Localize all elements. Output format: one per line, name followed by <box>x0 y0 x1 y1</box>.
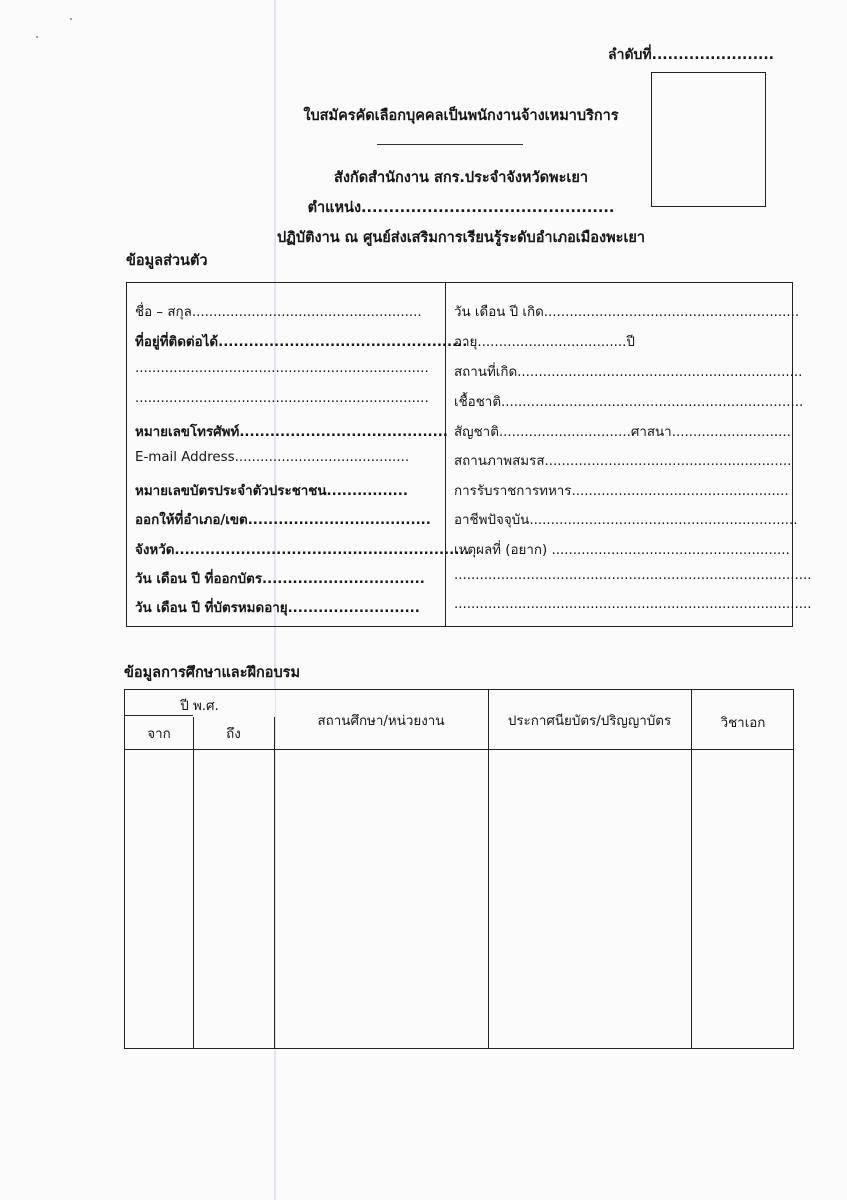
field-occupation[interactable]: อาชีพปัจจุบัน............................................................... <box>454 513 798 528</box>
field-ethnicity[interactable]: เชื้อชาติ....................................................................... <box>454 395 804 410</box>
field-address-line2[interactable]: ..................................................................... <box>135 361 429 376</box>
cell-institution[interactable] <box>276 751 487 1048</box>
col-header-year: ปี พ.ศ. <box>180 699 219 714</box>
cell-major[interactable] <box>693 751 793 1048</box>
field-id-card[interactable]: หมายเลขบัตรประจำตัวประชาชน................ <box>135 484 408 499</box>
field-birth-date[interactable]: วัน เดือน ปี เกิด............................................................ <box>454 305 800 320</box>
field-military-service[interactable]: การรับราชการทหาร................................................... <box>454 484 789 499</box>
field-province[interactable]: จังหวัด.......................................................... <box>135 543 470 558</box>
field-age[interactable]: อายุ...................................ปี <box>454 335 635 350</box>
field-address[interactable]: ที่อยู่ที่ติดต่อได้................................................. <box>135 335 468 350</box>
cell-from[interactable] <box>125 751 193 1048</box>
field-email[interactable]: E-mail Address......................................... <box>135 450 410 465</box>
affiliation-line: สังกัดสำนักงาน สกร.ประจำจังหวัดพะเยา <box>334 170 588 186</box>
field-issue-district[interactable]: ออกให้ที่อำเภอ/เขต.................................... <box>135 513 431 528</box>
education-table <box>124 689 794 1049</box>
cell-to[interactable] <box>195 751 273 1048</box>
field-marital-status[interactable]: สถานภาพสมรส.......................................................... <box>454 454 792 469</box>
field-expiry-date[interactable]: วัน เดือน ปี ที่บัตรหมดอายุ.......................... <box>135 601 420 616</box>
form-title: ใบสมัครคัดเลือกบุคคลเป็นพนักงานจ้างเหมาบริการ <box>303 108 619 124</box>
table-col-divider <box>691 690 692 1048</box>
field-phone[interactable]: หมายเลขโทรศัพท์......................................... <box>135 425 448 440</box>
col-header-major: วิชาเอก <box>720 716 766 731</box>
col-header-certificate: ประกาศนียบัตร/ปริญญาบัตร <box>507 714 672 729</box>
field-issue-date[interactable]: วัน เดือน ปี ที่ออกบัตร................................ <box>135 572 425 587</box>
field-reason-line3[interactable]: .................................................................................... <box>454 597 812 612</box>
table-col-divider <box>488 690 489 1048</box>
title-underline <box>377 144 523 145</box>
col-header-from: จาก <box>147 727 171 742</box>
personal-info-box <box>126 282 812 627</box>
col-header-to: ถึง <box>226 727 241 742</box>
table-header-line <box>125 749 793 750</box>
field-reason[interactable]: เหตุผลที่ (อยาก) ........................................................ <box>454 543 790 558</box>
field-address-line3[interactable]: ..................................................................... <box>135 391 429 406</box>
table-col-divider <box>274 690 275 1048</box>
col-header-institution: สถานศึกษา/หน่วยงาน <box>317 714 445 729</box>
scan-speck <box>70 18 72 20</box>
scan-speck <box>36 36 38 38</box>
cell-certificate[interactable] <box>490 751 690 1048</box>
position-line: ตำแหน่ง.............................................. <box>307 200 615 216</box>
workplace-line: ปฏิบัติงาน ณ ศูนย์ส่งเสริมการเรียนรู้ระดับอำเภอเมืองพะเยา <box>276 230 646 246</box>
sequence-number-label: ลำดับที่....................... <box>608 47 774 63</box>
field-birth-place[interactable]: สถานที่เกิด................................................................... <box>454 365 803 380</box>
field-name[interactable]: ชื่อ – สกุล...................................................... <box>135 305 422 320</box>
personal-info-heading: ข้อมูลส่วนตัว <box>126 253 208 269</box>
field-nationality-religion[interactable]: สัญชาติ...............................ศาสนา............................ <box>454 425 791 440</box>
education-heading: ข้อมูลการศึกษาและฝึกอบรม <box>124 665 301 681</box>
field-reason-line2[interactable]: .................................................................................... <box>454 568 812 583</box>
